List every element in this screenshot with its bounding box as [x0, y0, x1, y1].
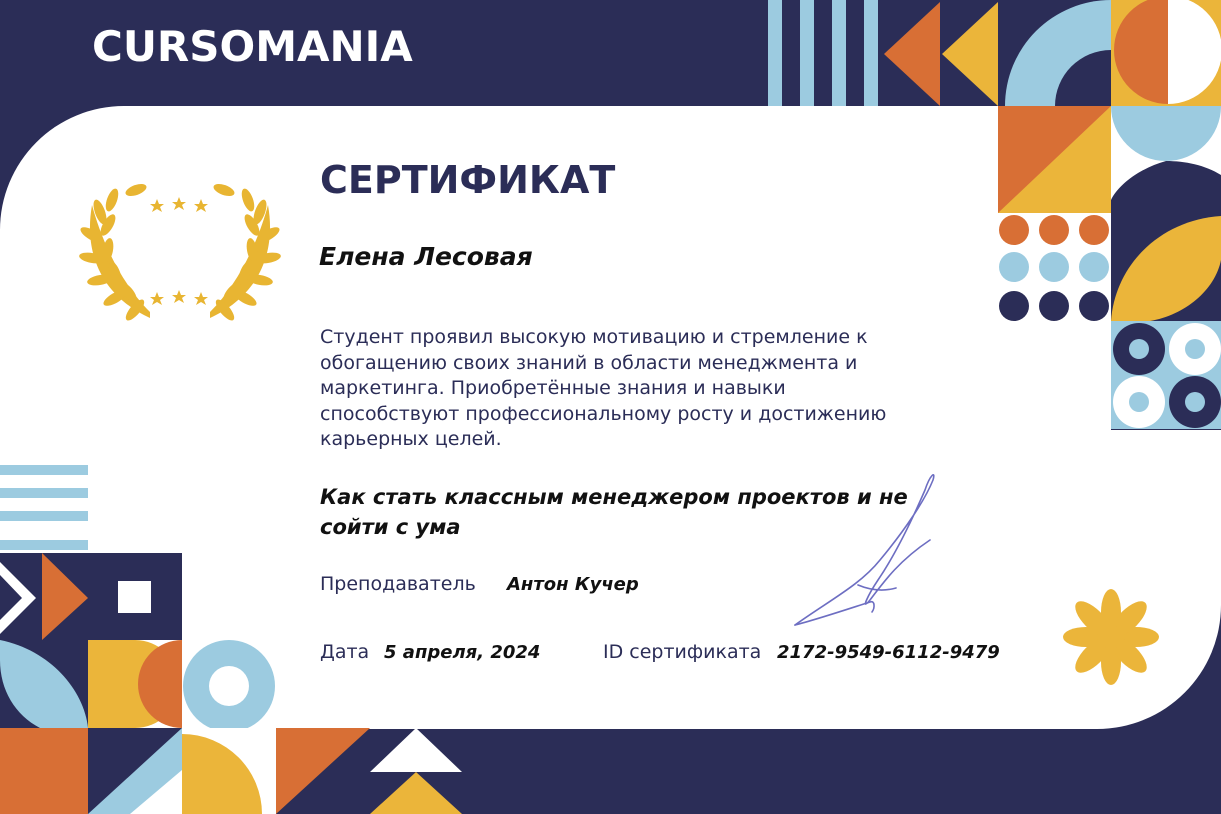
certificate-id-label: ID сертификата: [603, 641, 762, 663]
course-title: Как стать классным менеджером проектов и не сойти с ума: [320, 485, 908, 539]
recipient-name: Елена Лесовая: [319, 242, 533, 271]
certificate-title: СЕРТИФИКАТ: [320, 158, 616, 202]
flower-icon: [1063, 589, 1159, 685]
certificate-id-value: 2172-9549-6112-9479: [777, 642, 1000, 663]
teacher-label: Преподаватель: [320, 573, 476, 595]
certificate-description: Студент проявил высокую мотивацию и стремление к обогащению своих знаний в области менеджмента и маркетинга. Приобретённые знания и навыки способствуют профессиональному росту и достижению карьерных целей.: [320, 326, 887, 450]
brand-logo: CURSOMANIA: [92, 22, 413, 71]
date-label: Дата: [320, 641, 370, 663]
teacher-name: Антон Кучер: [507, 574, 639, 595]
date-value: 5 апреля, 2024: [384, 642, 541, 663]
